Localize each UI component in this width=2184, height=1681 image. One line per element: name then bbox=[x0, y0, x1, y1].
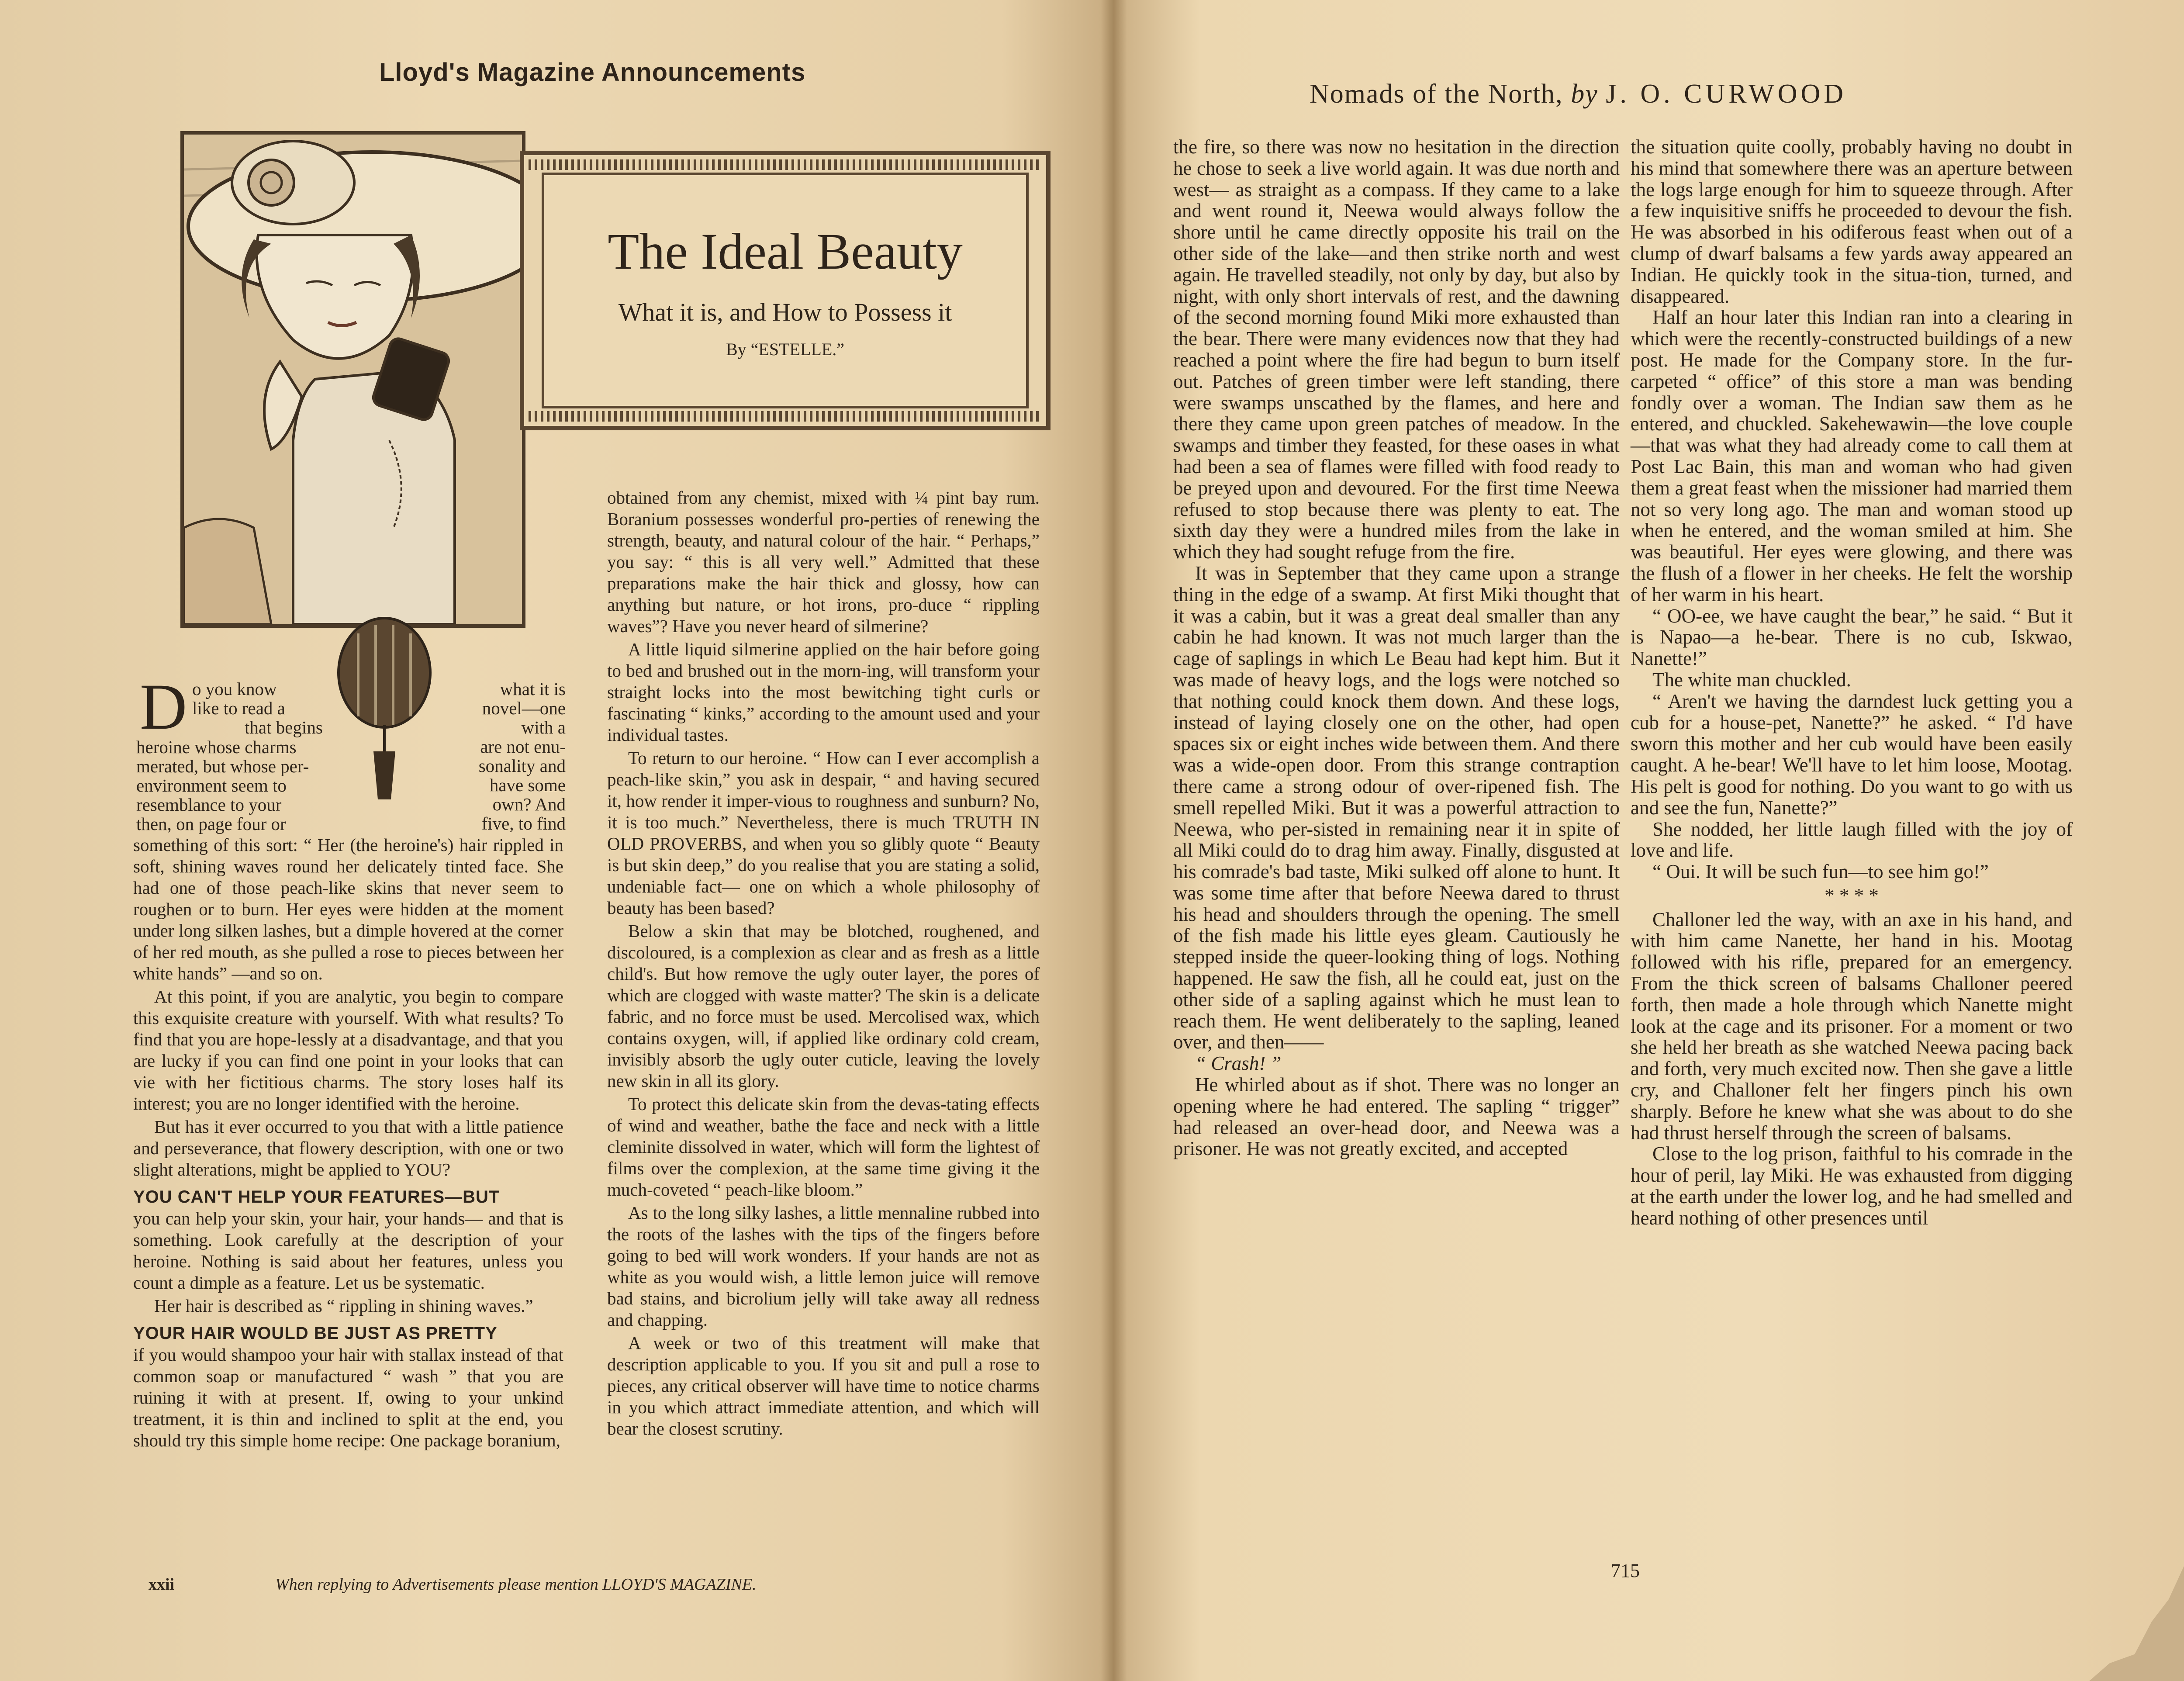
article-column-1 bbox=[133, 834, 563, 1453]
page-folio-left: xxii bbox=[149, 1575, 175, 1594]
paragraph: if you would shampoo your hair with stallax instead of that common soap or manufactured “ wash ” that you are ruining it with at present. If, owing to your unkind treatment, it is thin and inclined to split at the end, you should try this simple home recipe: One package boranium, bbox=[133, 1345, 563, 1450]
paragraph: “ Oui. It will be such fun—to see him go!” bbox=[1652, 861, 1989, 883]
intro-line: merated, but whose per- bbox=[136, 756, 309, 776]
intro-right-lines bbox=[430, 679, 566, 833]
paragraph: “ Crash! ” bbox=[1195, 1052, 1282, 1075]
intro-left-lines bbox=[192, 679, 354, 737]
intro-line: then, on page four or bbox=[136, 814, 286, 834]
paragraph: something of this sort: “ Her (the heroine's) hair rippled in soft, shining waves round her delicately tinted face. She had one of those peach-like skins that never seem to roughen or to burn. Her eyes were hidden at the moment under long silken lashes, but a dimple hovered at the corner of her red mouth, as she pulled a rose to pieces between her white hands” —and so on. bbox=[133, 835, 563, 983]
paragraph: Close to the log prison, faithful to his comrade in the hour of peril, lay Miki. He was exhausted from digging at the earth under the lower log, and he had smelled and heard nothing of other presences until bbox=[1631, 1143, 2073, 1229]
paragraph: obtained from any chemist, mixed with ¼ pint bay rum. Boranium possesses wonderful pro-perties of renewing the strength, beauty, and natural colour of the hair. “ Perhaps,” you say: “ this is all very well.” Admitted that these preparations make the hair thick and glossy, how can anything but nature, or hot irons, pro-duce “ rippling waves”? Have you never heard of silmerine? bbox=[607, 488, 1040, 636]
intro-left-lines-lower bbox=[136, 737, 363, 834]
paragraph: To protect this delicate skin from the devas-tating effects of wind and weather, bathe the face and neck with a little cleminite dissolved in water, which will form the lightest of films over the complexion, at the same time giving it the much-coveted “ peach-like bloom.” bbox=[607, 1094, 1040, 1200]
paragraph: But has it ever occurred to you that with a little patience and perseverance, that flowery description, with one or two slight alterations, might be applied to YOU? bbox=[133, 1117, 563, 1179]
paragraph: Challoner led the way, with an axe in his hand, and with him came Nanette, her hand in his. Mootag followed with his rifle, prepared for an emergency. From the thick screen of balsams Challoner peered forth, then made a hole through which Nanette might look at the cage and its prisoner. For a moment or two she held her breath as she watched Neewa pacing back and forth, very much excited now. Then she gave a little cry, and Challoner felt her fingers pinch his own sharply. Before he knew what she was about to do she had thrust herself through the screen of balsams. bbox=[1631, 908, 2073, 1144]
woman-with-hat-illustration bbox=[180, 131, 525, 628]
paragraph: the fire, so there was now no hesitation in the direction he chose to seek a live world again. It was due north and west— as straight as a compass. If they came to a lake and went round it, Neewa would always follow the shore until he came directly opposite his trail on the other side of the lake—and then strike north and west again. He travelled steadily, not only by day, but also by night, with only short intervals of rest, and the dawning of the second morning found Miki more exhausted than the bear. There were many evidences now that they had reached a point where the fire had begun to burn itself out. Patches of green timber were left standing, there were swamps unscathed by the flames, and here and there they came upon green patches of meadow. In the swamps and timber they feasted, for these oases in what had been a sea of flames were filled with food ready to be preyed upon and devoured. For the first time Neewa refused to stop because there was plenty to eat. The sixth day they were a hundred miles from the lake in which they had sought refuge from the fire. bbox=[1173, 136, 1620, 563]
paragraph: Below a skin that may be blotched, roughened, and discoloured, is a complexion as clear and as fresh as a little child's. But how remove the ugly outer layer, the pores of which are clogged with waste matter? The skin is a delicate fabric, and no force must be used. Mercolised wax, which contains oxygen, will, if applied like ordinary cold cream, invisibly absorb the ugly outer cuticle, leaving the lovely new skin in all its glory. bbox=[607, 921, 1040, 1091]
torn-page-corner bbox=[2089, 1532, 2184, 1681]
page-folio-right: 715 bbox=[1611, 1560, 1640, 1581]
article-byline: By “ESTELLE.” bbox=[726, 339, 845, 359]
intro-line: what it is bbox=[500, 679, 566, 699]
paragraph: To return to our heroine. “ How can I ever accomplish a peach-like skin,” you ask in despair, “ and having secured it, how render it imper-vious to roughness and sunburn? No, it is too much.” Nevertheless, there is much TRUTH IN OLD PROVERBS, and when you so glibly quote “ Beauty is but skin deep,” do you realise that you are stating a solid, undeniable fact— one on which a whole philosophy of beauty has been based? bbox=[607, 748, 1040, 918]
story-column-2 bbox=[1631, 136, 2073, 1229]
paragraph: He whirled about as if shot. There was no longer an opening where he had entered. The sapling “ trigger” had released an over-head door, and Neewa was a prisoner. He was not greatly excited, and accepted bbox=[1173, 1074, 1620, 1160]
paragraph: “ OO-ee, we have caught the bear,” he said. “ But it is Napao—a he-bear. There is no cub, Iskwao, Nanette!” bbox=[1631, 605, 2073, 670]
running-head-left: Lloyd's Magazine Announcements bbox=[379, 58, 806, 86]
intro-line: like to read a bbox=[192, 698, 285, 718]
section-heading: YOU CAN'T HELP YOUR FEATURES—BUT bbox=[133, 1187, 500, 1207]
article-title: The Ideal Beauty bbox=[608, 223, 963, 280]
paragraph: It was in September that they came upon a strange thing in the edge of a swamp. At first Miki thought that it was a cabin, but it was a great deal smaller than any cabin he had known. It was not much larger than the cage of saplings in which Le Beau had kept him. But it was made of heavy logs, and the logs were notched so that nothing could knock them down. And these logs, instead of laying closely one on the other, had open spaces six or eight inches wide between them. And there was a wide-open door. From this strange contraption there came a strong odour of over-ripened fish. The smell repelled Miki. But it was a powerful attraction to Neewa, who per-sisted in remaining near it in spite of all Miki could do to drag him away. Finally, disgusted at his comrade's bad taste, Miki sulked off alone to hunt. It was some time after that before Neewa dared to thrust his head and shoulders through the opening. The smell of the fish made his little eyes gleam. Cautiously he stepped inside the queer-looking thing of logs. Nothing happened. He saw the fish, all he could eat, just on the other side of a sapling against which he must lean to reach them. He went deliberately to the sapling, leaned over, and then—— bbox=[1173, 562, 1620, 1053]
intro-line: own? And bbox=[492, 794, 566, 814]
intro-line: novel—one bbox=[482, 698, 566, 718]
intro-line: resemblance to your bbox=[136, 795, 282, 815]
intro-line: are not enu- bbox=[480, 737, 566, 757]
intro-line: have some bbox=[489, 775, 566, 795]
intro-line: o you know bbox=[192, 679, 277, 699]
intro-line: heroine whose charms bbox=[136, 737, 297, 757]
article-title-box bbox=[520, 151, 1051, 430]
paragraph: Her hair is described as “ rippling in shining waves.” bbox=[154, 1296, 533, 1316]
intro-line: environment seem to bbox=[136, 775, 287, 796]
paragraph: At this point, if you are analytic, you begin to compare this exquisite creature with yourself. With what results? To find that you are hope-lessly at a disadvantage, and that you are lucky if you can find one point in your looks that can vie with her fictitious charms. The story loses half its interest; you are no longer identified with the heroine. bbox=[133, 986, 563, 1114]
paragraph: As to the long silky lashes, a little mennaline rubbed into the roots of the lashes with the tips of the fingers before going to bed will work wonders. If your hands are not as white as you would wish, a little lemon juice will remove bad stains, and bicrolium jelly will take away all redness and chapping. bbox=[607, 1203, 1040, 1330]
story-column-1 bbox=[1173, 136, 1620, 1159]
right-page bbox=[1113, 0, 2184, 1681]
article-subtitle: What it is, and How to Possess it bbox=[618, 298, 952, 326]
paragraph: “ Aren't we having the darndest luck getting you a cub for a house-pet, Nanette?” he asked. “ I'd have sworn this mother and her cub would have been easily caught. A he-bear! We'll have to let him loose, Mootag. His pelt is good for nothing. Do you want to go with us and see the fun, Nanette?” bbox=[1631, 690, 2073, 819]
running-head-author: J. O. CURWOOD bbox=[1606, 79, 1847, 109]
paragraph: the situation quite coolly, probably having no doubt in his mind that somewhere there was an aperture between the logs large enough for him to squeeze through. After a few inquisitive sniffs he proceeded to devour the fish. He was absorbed in his odiferous feast when out of a clump of dwarf balsams a few yards away appeared an Indian. He quickly took in the situa-tion, turned, and disappeared. bbox=[1631, 136, 2073, 307]
footer-note: When replying to Advertisements please mention LLOYD'S MAGAZINE. bbox=[275, 1575, 757, 1594]
drop-cap: D bbox=[140, 671, 187, 743]
paragraph: A little liquid silmerine applied on the hair before going to bed and brushed out in the morn-ing, will transform your straight locks into the most bewitching tight curls or fascinating “ kinks,” according to the amount used and your individual tastes. bbox=[607, 639, 1040, 745]
intro-line: with a bbox=[521, 717, 566, 737]
intro-line: five, to find bbox=[481, 813, 566, 834]
intro-line: sonality and bbox=[478, 756, 566, 776]
running-head-title: Nomads of the North, bbox=[1310, 79, 1563, 109]
paragraph: Half an hour later this Indian ran into a clearing in which were the recently-constructed buildings of a new post. He made for the Company store. In the fur-carpeted “ office” of this store a man was bending fondly over a woman. The Indian saw them as he entered, and chuckled. Sakehewawin—the love couple —that was what they had already come to call them at Post Lac Bain, this man and woman who had given them a great feast when the missioner had married them not so very long ago. The man and woman stood up when he entered, and the woman smiled at him. She was beautiful. Her eyes were glowing, and there was the flush of a flower in her cheeks. He felt the worship of her warm in his heart. bbox=[1631, 306, 2073, 605]
paragraph: you can help your skin, your hair, your hands— and that is something. Look carefully at the description of your heroine. Nothing is said about her features, unless you count a dimple as a feature. Let us be systematic. bbox=[133, 1208, 563, 1293]
running-head-right bbox=[1310, 79, 1847, 110]
running-head-by: by bbox=[1571, 79, 1598, 109]
section-break-stars: * * * * bbox=[1825, 884, 1879, 906]
article-column-2 bbox=[607, 487, 1040, 1441]
section-heading: YOUR HAIR WOULD BE JUST AS PRETTY bbox=[133, 1324, 498, 1343]
paragraph: She nodded, her little laugh filled with the joy of love and life. bbox=[1631, 818, 2073, 861]
intro-line: that begins bbox=[245, 717, 323, 737]
paragraph: The white man chuckled. bbox=[1652, 668, 1851, 691]
paragraph: A week or two of this treatment will make that description applicable to you. If you sit and pull a rose to pieces, any critical observer will have time to notice charms in you which attract immediate attention, and which will bear the closest scrutiny. bbox=[607, 1333, 1040, 1439]
book-gutter bbox=[1101, 0, 1127, 1681]
